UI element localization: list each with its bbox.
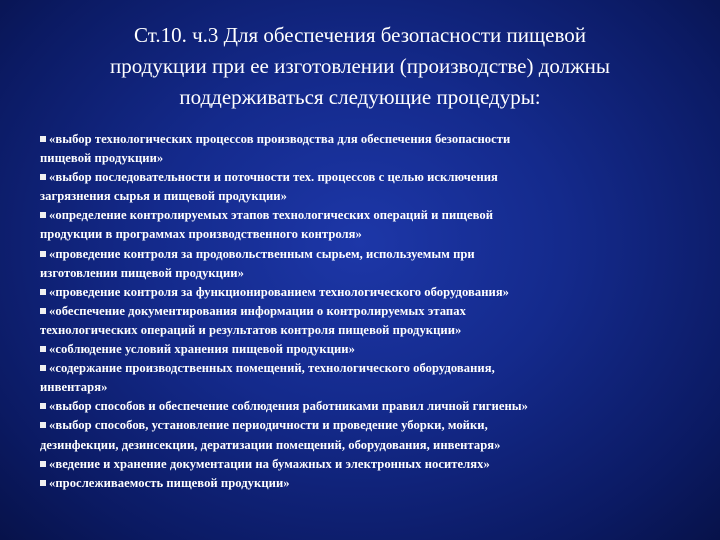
square-bullet-icon [40, 346, 46, 352]
list-item-text: «содержание производственных помещений, технологического оборудования, [49, 361, 495, 376]
square-bullet-icon [40, 365, 46, 371]
list-item-text: «ведение и хранение документации на бумажных и электронных носителях» [49, 456, 490, 471]
list-item [40, 397, 690, 416]
square-bullet-icon [40, 422, 46, 428]
title-line-3: поддерживаться следующие процедуры: [179, 85, 541, 109]
list-item-text: «проведение контроля за функционированием технологического оборудования» [49, 284, 510, 299]
square-bullet-icon [40, 174, 46, 180]
list-item-text: пищевой продукции» [40, 151, 164, 166]
list-item-text: загрязнения сырья и пищевой продукции» [40, 189, 287, 204]
slide-title [40, 20, 680, 113]
list-item [40, 474, 690, 493]
list-item-text: «определение контролируемых этапов технологических операций и пищевой [49, 208, 494, 223]
list-item-text: «проведение контроля за продовольственным сырьем, используемым при [49, 246, 475, 261]
list-item [40, 359, 690, 397]
square-bullet-icon [40, 461, 46, 467]
list-item [40, 168, 690, 206]
square-bullet-icon [40, 136, 46, 142]
list-item-text: продукции в программах производственного контроля» [40, 227, 362, 242]
list-item [40, 340, 690, 359]
list-item-text: «соблюдение условий хранения пищевой продукции» [49, 342, 355, 357]
square-bullet-icon [40, 289, 46, 295]
list-item-text: «выбор способов и обеспечение соблюдения работниками правил личной гигиены» [49, 399, 529, 414]
list-item-text: «выбор способов, установление периодичности и проведение уборки, мойки, [49, 418, 488, 433]
square-bullet-icon [40, 403, 46, 409]
title-line-2: продукции при ее изготовлении (производстве) должны [110, 54, 610, 78]
list-item-text: технологических операций и результатов контроля пищевой продукции» [40, 322, 462, 337]
list-item [40, 302, 690, 340]
list-item-text: дезинфекции, дезинсекции, дератизации помещений, оборудования, инвентаря» [40, 437, 501, 452]
title-line-1: Ст.10. ч.3 Для обеспечения безопасности пищевой [134, 23, 586, 47]
list-item [40, 130, 690, 168]
list-item [40, 416, 690, 454]
list-item [40, 455, 690, 474]
list-item-text: «выбор последовательности и поточности тех. процессов с целью исключения [49, 170, 498, 185]
list-item-text: «обеспечение документирования информации о контролируемых этапах [49, 303, 466, 318]
square-bullet-icon [40, 212, 46, 218]
list-item-text: изготовлении пищевой продукции» [40, 265, 244, 280]
list-item [40, 206, 690, 244]
list-item-text: инвентаря» [40, 380, 108, 395]
list-item [40, 283, 690, 302]
list-item-text: «выбор технологических процессов производства для обеспечения безопасности [49, 132, 511, 146]
square-bullet-icon [40, 251, 46, 257]
square-bullet-icon [40, 308, 46, 314]
procedure-list [40, 130, 690, 493]
square-bullet-icon [40, 480, 46, 486]
list-item [40, 245, 690, 283]
list-item-text: «прослеживаемость пищевой продукции» [49, 475, 290, 490]
